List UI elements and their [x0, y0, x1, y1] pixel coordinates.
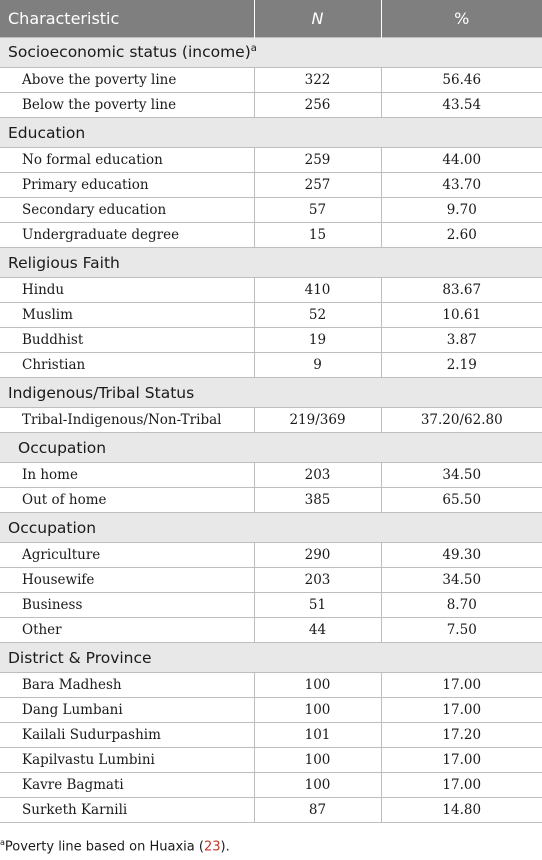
footnote-marker: a	[0, 838, 5, 847]
row-label: Business	[0, 593, 254, 618]
row-label: Kailali Sudurpashim	[0, 723, 254, 748]
row-count: 100	[254, 748, 381, 773]
row-count: 19	[254, 328, 381, 353]
row-percent: 8.70	[381, 593, 542, 618]
section-title-text: Occupation	[8, 518, 97, 537]
section-row	[0, 433, 542, 463]
table-row	[0, 278, 542, 303]
row-label: Out of home	[0, 488, 254, 513]
section-row	[0, 38, 542, 68]
row-count: 51	[254, 593, 381, 618]
row-count: 15	[254, 223, 381, 248]
section-title	[0, 248, 542, 278]
row-label: Kapilvastu Lumbini	[0, 748, 254, 773]
row-percent: 17.00	[381, 673, 542, 698]
table-row	[0, 748, 542, 773]
table-row	[0, 673, 542, 698]
table-row	[0, 353, 542, 378]
row-percent: 43.54	[381, 93, 542, 118]
row-label: In home	[0, 463, 254, 488]
row-count: 101	[254, 723, 381, 748]
row-percent: 43.70	[381, 173, 542, 198]
table-row	[0, 568, 542, 593]
row-count: 385	[254, 488, 381, 513]
section-row	[0, 513, 542, 543]
table-row	[0, 698, 542, 723]
row-count: 256	[254, 93, 381, 118]
table-row	[0, 68, 542, 93]
row-count: 100	[254, 673, 381, 698]
section-title	[0, 38, 542, 68]
table-row	[0, 593, 542, 618]
row-count: 100	[254, 698, 381, 723]
section-row	[0, 248, 542, 278]
section-row	[0, 378, 542, 408]
section-title-text: Education	[8, 123, 86, 142]
section-title-text: Occupation	[18, 438, 107, 457]
table-row	[0, 303, 542, 328]
row-label: Surketh Karnili	[0, 798, 254, 823]
row-count: 9	[254, 353, 381, 378]
row-percent: 10.61	[381, 303, 542, 328]
footnote-tail: ).	[220, 839, 230, 855]
footnote-marker: a	[250, 43, 257, 55]
section-title	[0, 643, 542, 673]
row-label: Housewife	[0, 568, 254, 593]
row-percent: 17.00	[381, 698, 542, 723]
table-row	[0, 93, 542, 118]
table-row	[0, 488, 542, 513]
row-percent: 34.50	[381, 463, 542, 488]
row-percent: 49.30	[381, 543, 542, 568]
table-row	[0, 328, 542, 353]
row-percent: 17.00	[381, 773, 542, 798]
footnote-text: Poverty line based on Huaxia (	[4, 839, 204, 855]
row-percent: 56.46	[381, 68, 542, 93]
table-row	[0, 463, 542, 488]
row-label: Below the poverty line	[0, 93, 254, 118]
table-row	[0, 408, 542, 433]
row-label: Muslim	[0, 303, 254, 328]
row-count: 52	[254, 303, 381, 328]
row-percent: 65.50	[381, 488, 542, 513]
row-label: Dang Lumbani	[0, 698, 254, 723]
section-title-text: Religious Faith	[8, 253, 120, 272]
section-title	[0, 378, 542, 408]
row-label: Kavre Bagmati	[0, 773, 254, 798]
section-title-text: District & Province	[8, 648, 152, 667]
row-percent: 34.50	[381, 568, 542, 593]
row-count: 257	[254, 173, 381, 198]
row-count: 100	[254, 773, 381, 798]
header-n: N	[254, 0, 381, 38]
row-count: 203	[254, 463, 381, 488]
row-count: 322	[254, 68, 381, 93]
row-percent: 17.00	[381, 748, 542, 773]
row-count: 290	[254, 543, 381, 568]
section-title-text: Indigenous/Tribal Status	[8, 383, 195, 402]
header-characteristic: Characteristic	[0, 0, 254, 38]
row-label: Above the poverty line	[0, 68, 254, 93]
row-count: 203	[254, 568, 381, 593]
row-percent: 7.50	[381, 618, 542, 643]
header-percent: %	[381, 0, 542, 38]
row-percent: 83.67	[381, 278, 542, 303]
row-label: Christian	[0, 353, 254, 378]
section-title	[0, 118, 542, 148]
row-percent: 17.20	[381, 723, 542, 748]
section-row	[0, 118, 542, 148]
row-count: 57	[254, 198, 381, 223]
table-row	[0, 223, 542, 248]
table-row	[0, 543, 542, 568]
row-label: Other	[0, 618, 254, 643]
footnote	[0, 838, 230, 854]
row-percent: 14.80	[381, 798, 542, 823]
row-label: Buddhist	[0, 328, 254, 353]
table-row	[0, 618, 542, 643]
section-row	[0, 643, 542, 673]
table-body	[0, 38, 542, 823]
table-row	[0, 773, 542, 798]
table-row	[0, 173, 542, 198]
row-count: 410	[254, 278, 381, 303]
row-label: Secondary education	[0, 198, 254, 223]
footnote-reference-link[interactable]: 23	[203, 839, 221, 855]
section-title-text: Socioeconomic status (income)	[8, 43, 251, 62]
row-count: 44	[254, 618, 381, 643]
row-label: Tribal-Indigenous/Non-Tribal	[0, 408, 254, 433]
row-label: Agriculture	[0, 543, 254, 568]
row-percent: 3.87	[381, 328, 542, 353]
row-percent: 9.70	[381, 198, 542, 223]
section-title	[0, 513, 542, 543]
table-row	[0, 198, 542, 223]
row-count: 87	[254, 798, 381, 823]
row-label: Bara Madhesh	[0, 673, 254, 698]
row-label: Primary education	[0, 173, 254, 198]
row-percent: 37.20/62.80	[381, 408, 542, 433]
row-label: Undergraduate degree	[0, 223, 254, 248]
row-label: No formal education	[0, 148, 254, 173]
row-percent: 2.19	[381, 353, 542, 378]
row-label: Hindu	[0, 278, 254, 303]
row-percent: 44.00	[381, 148, 542, 173]
table-row	[0, 798, 542, 823]
table-row	[0, 723, 542, 748]
table-row	[0, 148, 542, 173]
header-row	[0, 0, 542, 38]
section-title	[0, 433, 542, 463]
row-percent: 2.60	[381, 223, 542, 248]
row-count: 259	[254, 148, 381, 173]
row-count: 219/369	[254, 408, 381, 433]
